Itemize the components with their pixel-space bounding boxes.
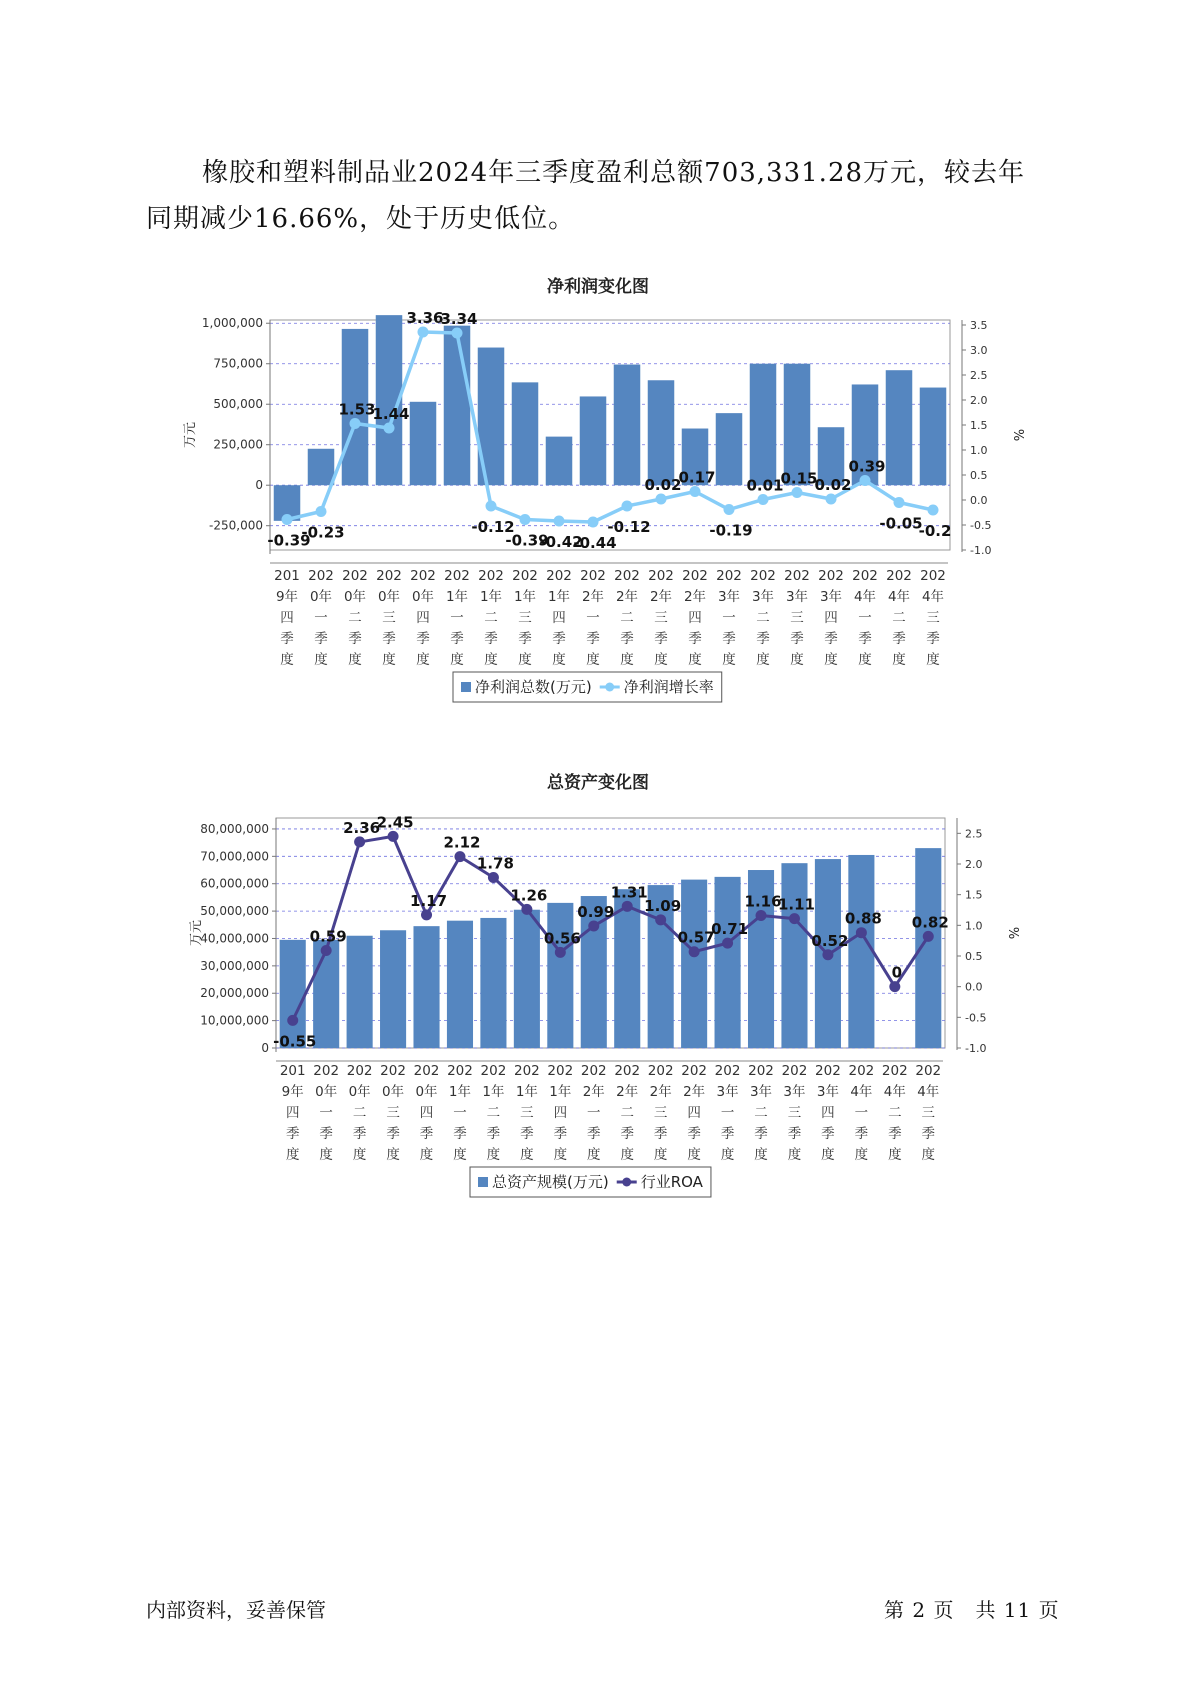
line-point xyxy=(622,501,633,512)
x-tick-label: 202 3年四季度 xyxy=(818,568,844,668)
data-label: 1.78 xyxy=(476,854,514,873)
line-point xyxy=(486,501,497,512)
data-label: 1.11 xyxy=(777,895,815,914)
bar xyxy=(347,936,373,1048)
bar xyxy=(784,364,811,485)
x-tick-label: 202 3年三季度 xyxy=(781,1063,808,1163)
x-tick-label: 202 2年一季度 xyxy=(580,1063,607,1163)
data-label: 0.52 xyxy=(811,931,849,950)
y2-tick-label: 2.5 xyxy=(970,369,988,382)
legend-swatch-bar xyxy=(478,1177,488,1187)
data-label: 0.71 xyxy=(711,920,749,939)
line-point xyxy=(452,328,463,339)
data-label: -0.55 xyxy=(273,1032,317,1051)
data-label: 0.57 xyxy=(677,928,715,947)
y-tick-label: 500,000 xyxy=(213,397,263,412)
y-tick-label: 60,000,000 xyxy=(200,876,269,891)
data-label: 0 xyxy=(891,963,903,982)
bar xyxy=(781,863,807,1048)
bar xyxy=(447,921,473,1048)
chart-title: 总资产变化图 xyxy=(547,773,649,793)
line-point xyxy=(655,914,666,925)
line-point xyxy=(656,494,667,505)
data-label: -0.19 xyxy=(709,521,753,540)
bar xyxy=(848,855,874,1048)
data-label: -0.39 xyxy=(505,531,549,550)
bar xyxy=(547,903,573,1048)
y-tick-label: 80,000,000 xyxy=(200,821,269,836)
line-point xyxy=(923,931,934,942)
line-point xyxy=(856,927,867,938)
bar xyxy=(313,940,339,1048)
bar xyxy=(480,918,506,1048)
y2-tick-label: 2.0 xyxy=(965,858,983,871)
x-tick-label: 202 4年一季度 xyxy=(848,1063,875,1163)
x-tick-label: 202 1年一季度 xyxy=(444,568,470,668)
line-point xyxy=(588,920,599,931)
data-label: -0.05 xyxy=(879,514,923,533)
line-point xyxy=(388,831,399,842)
line-point xyxy=(316,506,327,517)
bar xyxy=(512,382,539,485)
x-tick-label: 202 1年四季度 xyxy=(546,568,572,668)
line-point xyxy=(554,516,565,527)
data-label: -0.44 xyxy=(573,534,617,552)
y-tick-label: 0 xyxy=(261,1041,269,1055)
x-tick-label: 202 3年一季度 xyxy=(714,1063,741,1163)
line-point xyxy=(321,945,332,956)
data-label: 2.45 xyxy=(376,813,414,832)
line-point xyxy=(756,910,767,921)
y-tick-label: 20,000,000 xyxy=(200,986,269,1001)
line-point xyxy=(555,947,566,958)
x-tick-label: 202 1年一季度 xyxy=(447,1063,473,1163)
x-tick-label: 202 0年一季度 xyxy=(313,1063,340,1163)
x-tick-label: 202 2年三季度 xyxy=(648,568,674,668)
data-label: -0.39 xyxy=(267,531,311,550)
chart-svg xyxy=(0,770,1191,1220)
x-tick-label: 202 3年三季度 xyxy=(784,568,810,668)
net-profit-chart xyxy=(0,270,1191,720)
bar xyxy=(920,388,947,486)
data-label: 0.02 xyxy=(644,476,682,494)
data-label: 0.02 xyxy=(814,476,852,494)
y2-tick-label: 2.0 xyxy=(970,394,988,407)
x-tick-label: 202 2年二季度 xyxy=(614,568,640,668)
x-tick-label: 202 0年四季度 xyxy=(413,1063,440,1163)
bar xyxy=(444,326,471,486)
x-tick-label: 202 0年二季度 xyxy=(346,1063,373,1163)
x-tick-label: 202 1年四季度 xyxy=(547,1063,574,1163)
data-label: 1.17 xyxy=(410,891,448,910)
x-tick-label: 202 1年二季度 xyxy=(478,568,504,668)
line-point xyxy=(689,946,700,957)
x-tick-label: 202 4年二季度 xyxy=(886,568,912,668)
x-tick-label: 202 4年三季度 xyxy=(920,568,946,668)
data-label: 2.12 xyxy=(443,833,481,852)
line-point xyxy=(724,504,735,515)
y2-tick-label: 1.0 xyxy=(965,919,983,933)
data-label: -0.12 xyxy=(471,518,515,536)
line-point xyxy=(384,423,395,434)
line-point xyxy=(928,505,939,516)
data-label: -0.23 xyxy=(301,523,345,542)
x-tick-label: 201 9年四季度 xyxy=(274,568,300,668)
bar xyxy=(648,380,675,485)
line-point xyxy=(758,494,769,505)
y-axis-title: 万元 xyxy=(189,919,204,947)
y-tick-label: 70,000,000 xyxy=(200,849,269,864)
line-point xyxy=(282,514,293,525)
data-label: 3.34 xyxy=(440,310,478,328)
line-point xyxy=(521,904,532,915)
bar xyxy=(614,365,641,486)
y-axis-title: 万元 xyxy=(183,421,198,449)
line-point xyxy=(350,418,361,429)
x-tick-label: 202 2年二季度 xyxy=(614,1063,641,1163)
bar xyxy=(681,880,707,1048)
y2-tick-label: 1.5 xyxy=(965,888,983,902)
data-label: 0.59 xyxy=(309,927,347,946)
y-tick-label: 1,000,000 xyxy=(201,316,263,331)
footer-page-number: 第 2 页 共 11 页 xyxy=(884,1598,1060,1622)
line-point xyxy=(826,494,837,505)
x-tick-label: 202 1年三季度 xyxy=(512,568,538,668)
line-point xyxy=(894,497,905,508)
data-label: 0.39 xyxy=(848,457,886,476)
legend-label-line: 净利润增长率 xyxy=(623,678,714,696)
chart-title: 净利润变化图 xyxy=(547,277,649,297)
x-tick-label: 202 2年一季度 xyxy=(580,568,606,668)
data-label: 0.01 xyxy=(746,476,784,495)
line-point xyxy=(690,486,701,497)
line-point xyxy=(792,487,803,498)
y2-tick-label: 0.5 xyxy=(965,950,983,963)
x-tick-label: 201 9年四季度 xyxy=(279,1063,306,1163)
y-tick-label: 50,000,000 xyxy=(200,904,269,919)
x-tick-label: 202 0年一季度 xyxy=(308,568,334,668)
y-tick-label: -250,000 xyxy=(209,518,263,533)
y-tick-label: 30,000,000 xyxy=(200,958,269,973)
data-label: -0.42 xyxy=(539,533,583,551)
data-label: -0.12 xyxy=(607,518,651,536)
y2-tick-label: -0.5 xyxy=(965,1011,987,1025)
bar xyxy=(886,370,913,485)
y2-tick-label: 1.5 xyxy=(970,419,988,432)
line-point xyxy=(860,475,871,486)
x-tick-label: 202 3年二季度 xyxy=(750,568,776,668)
line-point xyxy=(354,836,365,847)
data-label: -0.2 xyxy=(918,522,952,540)
x-tick-label: 202 3年四季度 xyxy=(815,1063,841,1163)
line-point xyxy=(454,851,465,862)
line-point xyxy=(588,517,599,528)
y-tick-label: 10,000,000 xyxy=(200,1013,269,1028)
y2-tick-label: -1.0 xyxy=(970,544,992,557)
x-tick-label: 202 0年三季度 xyxy=(380,1063,406,1163)
legend-label-bar: 总资产规模(万元) xyxy=(492,1173,609,1191)
line-point xyxy=(421,909,432,920)
x-tick-label: 202 1年三季度 xyxy=(513,1063,540,1163)
line-point xyxy=(889,981,900,992)
data-label: 0.17 xyxy=(678,468,716,487)
data-label: 1.31 xyxy=(610,883,648,902)
summary-paragraph: 橡胶和塑料制品业2024年三季度盈利总额703,331.28万元，较去年同期减少16.66%，处于历史低位。 xyxy=(146,158,1026,234)
y2-tick-label: -0.5 xyxy=(970,519,992,532)
data-label: 1.09 xyxy=(644,896,682,915)
legend-swatch-dot xyxy=(605,683,614,692)
total-assets-chart xyxy=(0,770,1191,1220)
footer-confidential-note: 内部资料，妥善保管 xyxy=(146,1598,326,1622)
data-label: 0.88 xyxy=(844,909,882,928)
x-tick-label: 202 3年一季度 xyxy=(716,568,742,668)
data-label: 0.99 xyxy=(577,902,615,921)
y2-tick-label: 1.0 xyxy=(970,444,988,457)
chart-svg xyxy=(0,270,1191,720)
y2-tick-label: 0.0 xyxy=(965,980,983,994)
x-tick-label: 202 2年四季度 xyxy=(682,568,708,668)
legend-swatch-bar xyxy=(461,682,471,692)
data-label: 1.44 xyxy=(372,405,410,423)
y-tick-label: 250,000 xyxy=(213,437,263,452)
y2-tick-label: 3.5 xyxy=(970,319,988,332)
x-tick-label: 202 0年四季度 xyxy=(410,568,436,668)
y2-tick-label: -1.0 xyxy=(965,1042,987,1055)
data-label: 1.26 xyxy=(510,886,548,905)
data-label: 3.36 xyxy=(406,309,444,327)
bar xyxy=(715,877,741,1048)
bar xyxy=(750,364,777,485)
line-point xyxy=(722,938,733,949)
data-label: 2.36 xyxy=(343,818,381,837)
line-point xyxy=(418,327,429,338)
data-label: 0.82 xyxy=(911,913,949,932)
y2-axis-title: % xyxy=(1010,428,1025,442)
bar xyxy=(546,437,573,486)
y2-tick-label: 0.5 xyxy=(970,469,988,482)
line-point xyxy=(520,514,531,525)
x-tick-label: 202 1年二季度 xyxy=(480,1063,507,1163)
x-tick-label: 202 0年三季度 xyxy=(376,568,402,668)
bar xyxy=(413,926,439,1048)
x-tick-label: 202 4年一季度 xyxy=(852,568,878,668)
data-label: 0.56 xyxy=(543,929,581,948)
y2-tick-label: 0.0 xyxy=(970,494,988,507)
y2-axis-title: % xyxy=(1005,926,1020,940)
bar xyxy=(380,930,406,1048)
x-tick-label: 202 2年三季度 xyxy=(647,1063,674,1163)
y2-tick-label: 3.0 xyxy=(970,344,988,357)
x-tick-label: 202 0年二季度 xyxy=(342,568,368,668)
legend-label-bar: 净利润总数(万元) xyxy=(475,678,592,696)
line-point xyxy=(822,949,833,960)
x-tick-label: 202 4年二季度 xyxy=(881,1063,908,1163)
legend-swatch-dot xyxy=(622,1178,631,1187)
y2-tick-label: 2.5 xyxy=(965,827,983,841)
legend-label-line: 行业ROA xyxy=(640,1173,703,1191)
y-tick-label: 0 xyxy=(255,478,263,493)
data-label: 0.15 xyxy=(780,469,818,488)
bar xyxy=(580,396,607,485)
bar xyxy=(410,402,437,485)
bar xyxy=(308,449,335,485)
line-point xyxy=(789,913,800,924)
data-label: 1.53 xyxy=(338,400,376,419)
line-point xyxy=(622,901,633,912)
line-point xyxy=(488,872,499,883)
data-label: 1.16 xyxy=(744,892,782,911)
y-tick-label: 40,000,000 xyxy=(200,931,269,946)
x-tick-label: 202 4年三季度 xyxy=(915,1063,942,1163)
y-tick-label: 750,000 xyxy=(213,356,263,371)
bar xyxy=(716,413,743,485)
x-tick-label: 202 3年二季度 xyxy=(748,1063,774,1163)
bar xyxy=(514,910,540,1048)
line-point xyxy=(287,1015,298,1026)
x-tick-label: 202 2年四季度 xyxy=(681,1063,708,1163)
